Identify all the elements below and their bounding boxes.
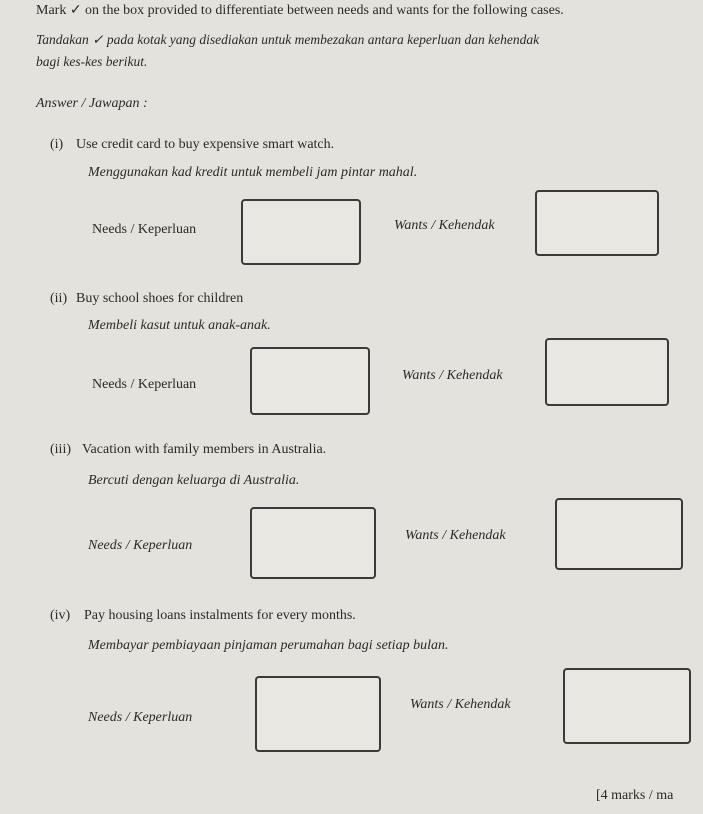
question-1-needs-checkbox[interactable]: [241, 199, 361, 265]
question-1-english: [50, 137, 334, 153]
question-1-malay: Menggunakan kad kredit untuk membeli jam pintar mahal.: [88, 165, 418, 180]
question-4-wants-checkbox[interactable]: [563, 668, 691, 744]
question-1-needs-label: Needs / Keperluan: [92, 222, 197, 237]
question-2-needs-label: Needs / Keperluan: [92, 377, 197, 392]
question-3-wants-label: Wants / Kehendak: [405, 528, 506, 543]
question-4-english: [50, 608, 356, 624]
marks-label: [4 marks / ma: [596, 788, 674, 803]
question-1-wants-checkbox[interactable]: [535, 190, 659, 256]
question-3-text: Vacation with family members in Australia.: [82, 442, 327, 457]
question-2-wants-label: Wants / Kehendak: [402, 368, 503, 383]
question-4-wants-label: Wants / Kehendak: [410, 697, 511, 712]
question-1-text: Use credit card to buy expensive smart watch.: [76, 137, 335, 152]
question-2-malay: Membeli kasut untuk anak-anak.: [88, 318, 271, 333]
question-3-number: (iii): [50, 442, 71, 457]
question-2-number: (ii): [50, 291, 68, 306]
question-2-text: Buy school shoes for children: [76, 291, 244, 306]
instruction-malay-line1: Tandakan ✓ pada kotak yang disediakan untuk membezakan antara keperluan dan kehendak: [36, 32, 540, 47]
question-2-needs-checkbox[interactable]: [250, 347, 370, 415]
question-2-english: [50, 291, 243, 307]
answer-label: Answer / Jawapan :: [36, 96, 148, 111]
question-1-number: (i): [50, 137, 64, 152]
question-4-text: Pay housing loans instalments for every months.: [84, 608, 356, 623]
question-3-needs-checkbox[interactable]: [250, 507, 376, 579]
question-1-wants-label: Wants / Kehendak: [394, 218, 495, 233]
instruction-malay-line2: bagi kes-kes berikut.: [36, 54, 148, 69]
question-4-number: (iv): [50, 608, 71, 623]
instruction-english: Mark ✓ on the box provided to differentiate between needs and wants for the following cases.: [36, 3, 564, 18]
question-3-needs-label: Needs / Keperluan: [88, 538, 193, 553]
question-4-needs-label: Needs / Keperluan: [88, 710, 193, 725]
question-4-needs-checkbox[interactable]: [255, 676, 381, 752]
question-2-wants-checkbox[interactable]: [545, 338, 669, 406]
question-3-wants-checkbox[interactable]: [555, 498, 683, 570]
question-3-english: [50, 442, 326, 458]
question-3-malay: Bercuti dengan keluarga di Australia.: [88, 473, 300, 488]
question-4-malay: Membayar pembiayaan pinjaman perumahan bagi setiap bulan.: [88, 638, 449, 653]
